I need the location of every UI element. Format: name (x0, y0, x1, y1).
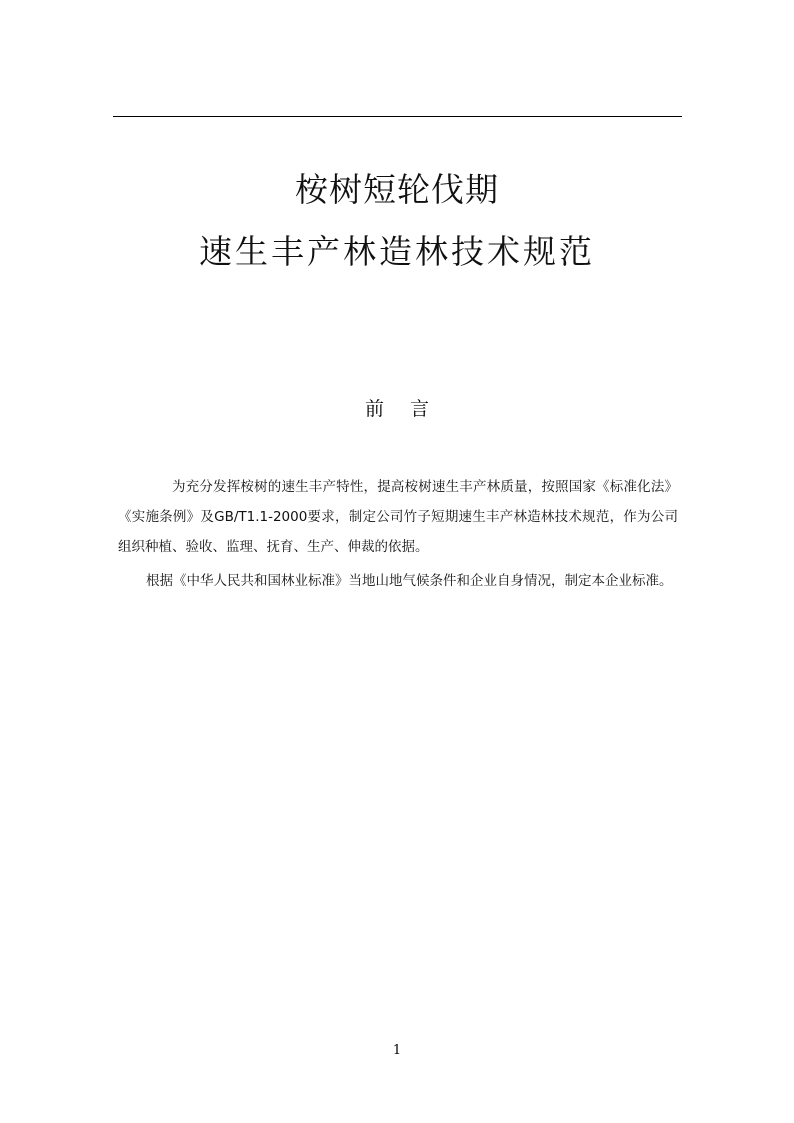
foreword-paragraph-2: 根据《中华人民共和国林业标准》当地山地气候条件和企业自身情况，制定本企业标准。 (146, 573, 673, 589)
document-title-line-1: 桉树短轮伐期 (295, 170, 499, 209)
foreword-heading: 前 言 (364, 398, 440, 420)
document-title-line-2: 速生丰产林造林技术规范 (199, 232, 595, 271)
page-number: 1 (392, 1043, 402, 1058)
header-rule (113, 116, 682, 117)
foreword-paragraph-1: 为充分发挥桉树的速生丰产特性，提高桉树速生丰产林质量，按照国家《标准化法》《实施条例》及GB/T1.1-2000要求，制定公司竹子短期速生丰产林造林技术规范，作为公司组织种植、验收、监理、抚育、生产、伸裁的依据。 (118, 479, 678, 555)
